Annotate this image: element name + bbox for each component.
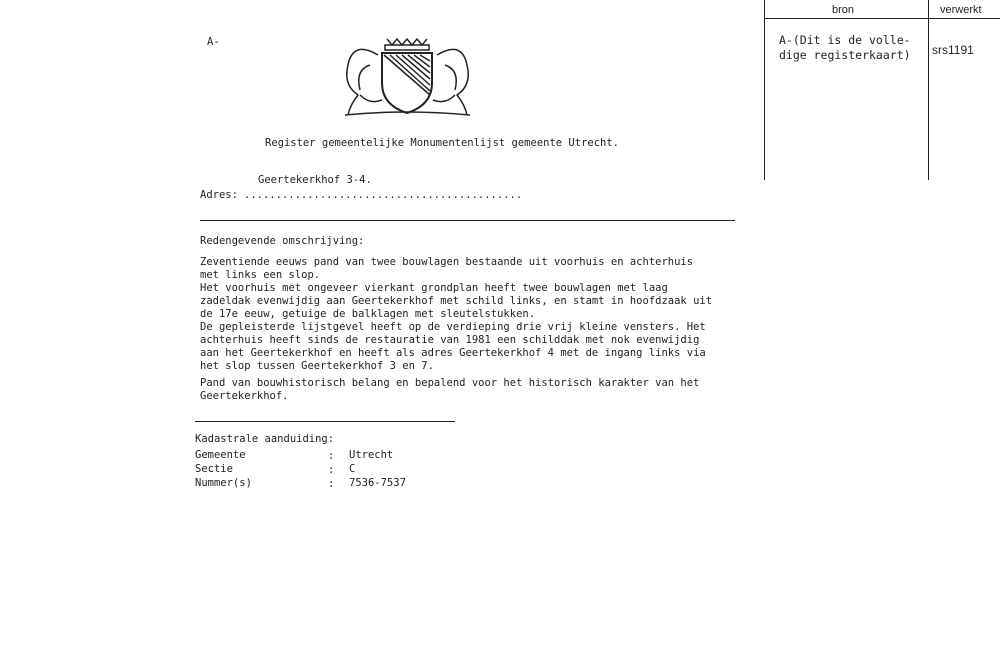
- text-line: Geertekerkhof.: [200, 390, 289, 402]
- text-line: het slop tussen Geertekerkhof 3 en 7.: [200, 360, 434, 372]
- cadastral-value: Utrecht: [349, 449, 394, 461]
- text-line: Zeventiende eeuws pand van twee bouwlagen bestaande uit voorhuis en achterhuis: [200, 256, 694, 268]
- cadastral-value: C: [349, 463, 356, 475]
- bron-header: bron: [832, 4, 855, 16]
- address-dots: ............................................: [244, 189, 523, 201]
- text-line: Pand van bouwhistorisch belang en bepalend voor het historisch karakter van het: [200, 377, 700, 389]
- colon: :: [328, 450, 335, 462]
- text-line: Het voorhuis met ongeveer vierkant grondplan heeft twee bouwlagen met laag: [200, 282, 668, 294]
- colon: :: [328, 464, 335, 476]
- text-line: aan het Geertekerkhof en heeft als adres Geertekerkhof 4 met de ingang links via: [200, 347, 706, 359]
- address-value: Geertekerkhof 3-4.: [258, 174, 372, 186]
- description-heading: Redengevende omschrijving:: [200, 235, 365, 247]
- colon: :: [328, 478, 335, 490]
- cadastral-row: [195, 449, 495, 463]
- text-line: de 17e eeuw, getuige de balklagen met sleutelstukken.: [200, 308, 536, 320]
- cadastral-label: Nummer(s): [195, 477, 252, 489]
- text-line: achterhuis heeft sinds de restauratie van 1981 een schilddak met nok evenwijdig: [200, 334, 700, 346]
- address-label: Adres:: [200, 189, 238, 201]
- cadastral-value: 7536-7537: [349, 477, 406, 489]
- verwerkt-value: srs1191: [932, 43, 974, 57]
- cadastral-row: [195, 463, 495, 477]
- cadastral-label: Gemeente: [195, 449, 246, 461]
- description-paragraph: [200, 256, 712, 373]
- cadastral-heading: Kadastrale aanduiding:: [195, 433, 335, 445]
- text-line: De gepleisterde lijstgevel heeft op de verdieping drie vrij kleine vensters. Het: [200, 321, 706, 333]
- description-paragraph: [200, 377, 699, 403]
- utrecht-coat-of-arms-logo: [340, 35, 475, 119]
- cadastral-label: Sectie: [195, 463, 233, 475]
- verwerkt-header: verwerkt: [940, 4, 982, 16]
- text-line: zadeldak evenwijdig aan Geertekerkhof met schild links, en stamt in hoofdzaak uit: [200, 295, 713, 307]
- bron-line: dige registerkaart): [779, 48, 911, 62]
- marker: A-: [207, 36, 220, 48]
- cadastral-row: [195, 477, 495, 491]
- register-title: Register gemeentelijke Monumentenlijst gemeente Utrecht.: [265, 137, 620, 149]
- text-line: met links een slop.: [200, 269, 321, 281]
- bron-line: A-(Dit is de volle-: [779, 33, 911, 47]
